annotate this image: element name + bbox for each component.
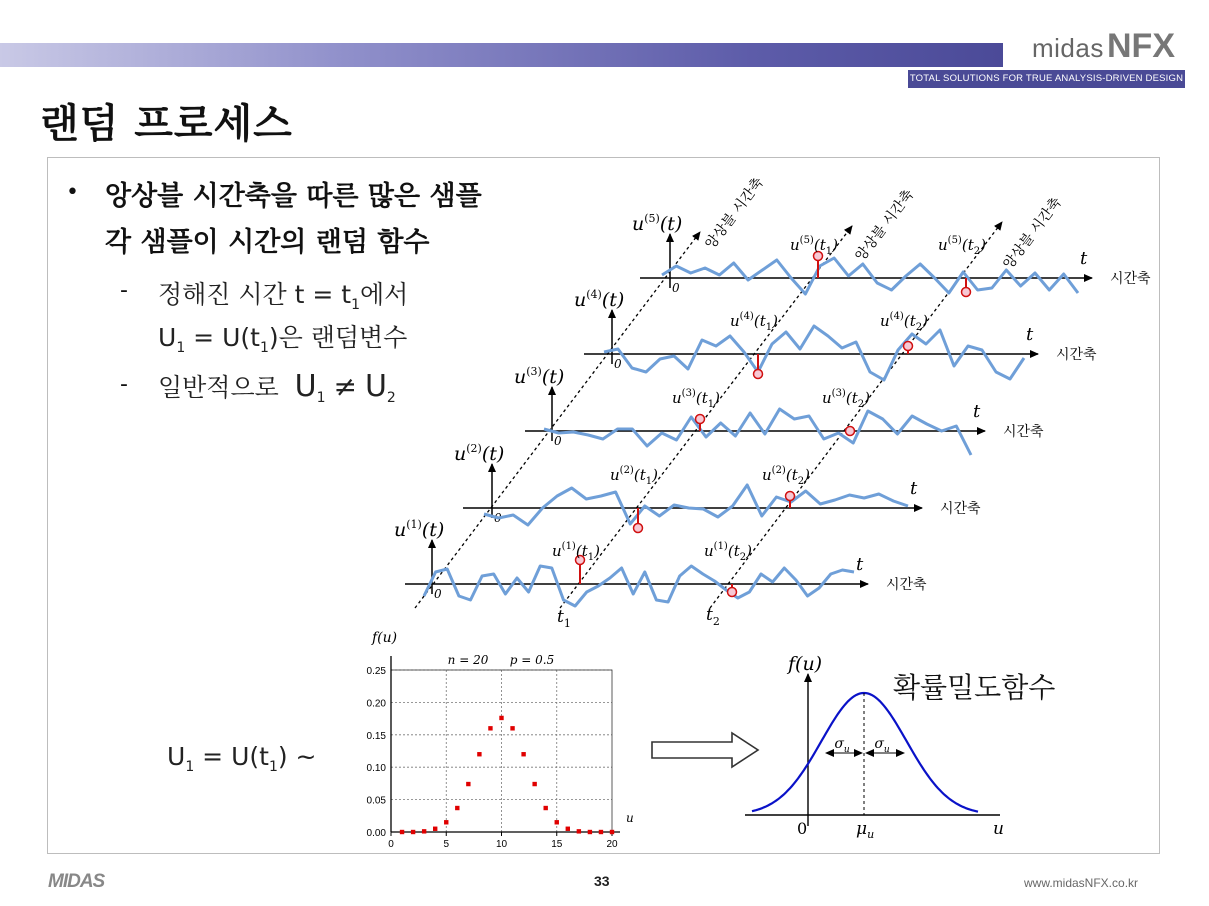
hollow-arrow-icon bbox=[652, 733, 758, 767]
bullet-line-2: 각 샘플이 시간의 랜덤 함수 bbox=[105, 227, 430, 258]
chart-x-tick-label: 20 bbox=[606, 839, 618, 850]
dash-2: - bbox=[120, 372, 128, 397]
sample-t2-marker-1 bbox=[728, 588, 737, 597]
time-axis-label-2: 시간축 bbox=[940, 501, 981, 517]
bullet-line-1: 앙상블 시간축을 따른 많은 샘플 bbox=[105, 181, 482, 212]
chart-point bbox=[610, 830, 614, 834]
u-function-label-2: $u^{(2)}(t)$ bbox=[454, 442, 505, 465]
chart-x-label: u bbox=[626, 811, 634, 825]
chart-point bbox=[433, 827, 437, 831]
chart-point bbox=[555, 820, 559, 824]
pdf-x-label: u bbox=[993, 819, 1004, 839]
eq-b-sub: 1 bbox=[268, 759, 278, 775]
ensemble-diagram bbox=[394, 174, 1151, 630]
sample-t2-label-2: $u^{(2)}(t_2)$ bbox=[762, 465, 810, 487]
sample-t1-label-3: $u^{(3)}(t_1)$ bbox=[672, 388, 720, 410]
sub3-u1: U bbox=[294, 369, 317, 404]
chart-annotation-n: n = 20 bbox=[447, 653, 489, 667]
footer-logo: MIDAS bbox=[48, 871, 105, 892]
chart-annotation-p: p = 0.5 bbox=[509, 653, 555, 667]
sample-waveform-2 bbox=[484, 485, 908, 525]
bullet-dot: • bbox=[66, 180, 79, 205]
sub3-u1-sub: 1 bbox=[316, 390, 326, 406]
chart-y-tick-label: 0.10 bbox=[366, 763, 386, 775]
sample-t2-label-3: $u^{(3)}(t_2)$ bbox=[822, 388, 870, 410]
zero-label-4: 0 bbox=[614, 357, 622, 371]
zero-label-2: 0 bbox=[494, 511, 502, 525]
sub3-not-equal: ≠ bbox=[333, 370, 357, 403]
t-label-1: t bbox=[856, 554, 864, 575]
sub1-suffix: 에서 bbox=[360, 280, 409, 309]
eq-a-sub: 1 bbox=[185, 759, 195, 775]
chart-y-tick-label: 0.20 bbox=[366, 698, 386, 710]
sub2-a: U bbox=[158, 323, 177, 352]
chart-point bbox=[488, 726, 492, 730]
chart-x-tick-label: 10 bbox=[495, 839, 508, 850]
u-function-label-3: $u^{(3)}(t)$ bbox=[514, 365, 565, 388]
page-number: 33 bbox=[594, 873, 610, 889]
sample-t2-marker-4 bbox=[904, 342, 913, 351]
t2-axis-label: $t_2$ bbox=[706, 605, 720, 628]
sample-waveform-1 bbox=[424, 566, 854, 606]
sample-t2-label-1: $u^{(1)}(t_2)$ bbox=[704, 541, 752, 563]
sample-t2-marker-5 bbox=[962, 288, 971, 297]
sample-row-4 bbox=[574, 288, 1097, 380]
pdf-curve bbox=[752, 693, 978, 812]
sub2-c: )은 랜덤변수 bbox=[268, 323, 408, 352]
ensemble-axis-label-2: 앙상블 시간축 bbox=[852, 186, 918, 265]
sub3-u2: U bbox=[364, 369, 387, 404]
footer-url: www.midasNFX.co.kr bbox=[1024, 876, 1139, 890]
sub1-prefix: 정해진 시간 t = t bbox=[158, 280, 352, 309]
sub2-b-sub: 1 bbox=[259, 340, 269, 356]
time-axis-label-3: 시간축 bbox=[1003, 424, 1044, 440]
sample-t1-marker-3 bbox=[696, 415, 705, 424]
sample-t1-marker-4 bbox=[754, 370, 763, 379]
chart-point bbox=[599, 830, 603, 834]
t-label-4: t bbox=[1026, 324, 1034, 345]
brand-nfx: NFX bbox=[1107, 27, 1175, 65]
pdf-zero-label: 0 bbox=[797, 819, 808, 838]
chart-point bbox=[422, 829, 426, 833]
chart-point bbox=[411, 830, 415, 834]
chart-y-tick-label: 0.00 bbox=[366, 828, 386, 839]
tagline: TOTAL SOLUTIONS FOR TRUE ANALYSIS-DRIVEN DESIGN bbox=[909, 73, 1184, 84]
chart-point bbox=[466, 782, 470, 786]
chart-point bbox=[400, 830, 404, 834]
page-title: 랜덤 프로세스 bbox=[40, 101, 293, 147]
zero-label-5: 0 bbox=[672, 281, 680, 295]
pdf-mu-label: $\mu_u$ bbox=[856, 819, 875, 841]
sample-row-3 bbox=[514, 365, 1044, 455]
time-axis-label-5: 시간축 bbox=[1110, 271, 1151, 287]
chart-point bbox=[510, 726, 514, 730]
chart-point bbox=[544, 806, 548, 810]
sample-row-2 bbox=[454, 442, 981, 533]
eq-a: U bbox=[167, 742, 186, 771]
pdf-sigma-label-right: $\sigma_u$ bbox=[874, 736, 890, 755]
pdf-sigma-label-left: $\sigma_u$ bbox=[834, 736, 850, 755]
sample-t1-label-5: $u^{(5)}(t_1)$ bbox=[790, 235, 838, 257]
chart-y-tick-label: 0.15 bbox=[366, 730, 386, 742]
chart-point bbox=[499, 716, 503, 720]
chart-point bbox=[566, 827, 570, 831]
t-label-2: t bbox=[910, 478, 918, 499]
pdf-y-label: f(u) bbox=[788, 653, 823, 675]
zero-label-1: 0 bbox=[434, 587, 442, 601]
u-function-label-4: $u^{(4)}(t)$ bbox=[574, 288, 625, 311]
sample-t2-label-5: $u^{(5)}(t_2)$ bbox=[938, 235, 986, 257]
sub2-a-sub: 1 bbox=[176, 340, 186, 356]
binomial-chart bbox=[367, 630, 634, 850]
brand-midas: midas bbox=[1032, 33, 1104, 63]
ensemble-axis-label-3: 앙상블 시간축 bbox=[1000, 194, 1065, 273]
chart-point bbox=[477, 752, 481, 756]
time-axis-label-1: 시간축 bbox=[886, 577, 927, 593]
chart-point bbox=[444, 820, 448, 824]
chart-point bbox=[532, 782, 536, 786]
sub2-b: = U(t bbox=[185, 323, 260, 352]
sub3-u2-sub: 2 bbox=[386, 390, 396, 406]
t-label-5: t bbox=[1080, 248, 1088, 269]
pdf-title: 확률밀도함수 bbox=[893, 671, 1056, 704]
eq-b: = U(t bbox=[194, 742, 269, 771]
pdf-curve-diagram bbox=[745, 653, 1004, 841]
sample-t2-marker-3 bbox=[846, 427, 855, 436]
t-label-3: t bbox=[973, 401, 981, 422]
u-function-label-5: $u^{(5)}(t)$ bbox=[632, 212, 683, 235]
sample-t1-label-2: $u^{(2)}(t_1)$ bbox=[610, 465, 658, 487]
ensemble-axis-label-1: 앙상블 시간축 bbox=[702, 174, 767, 253]
chart-y-label: f(u) bbox=[372, 630, 398, 646]
chart-point bbox=[455, 806, 459, 810]
chart-x-tick-label: 0 bbox=[388, 839, 394, 850]
t1-axis-label: $t_1$ bbox=[557, 607, 571, 630]
sample-t1-marker-2 bbox=[634, 524, 643, 533]
sub1-subscript: 1 bbox=[351, 297, 361, 313]
sample-t1-label-1: $u^{(1)}(t_1)$ bbox=[552, 541, 600, 563]
chart-point bbox=[521, 752, 525, 756]
zero-label-3: 0 bbox=[554, 434, 562, 448]
big-arrow bbox=[652, 733, 758, 767]
sub3-prefix: 일반적으로 bbox=[158, 373, 279, 402]
chart-x-tick-label: 5 bbox=[443, 839, 450, 850]
chart-y-tick-label: 0.05 bbox=[366, 795, 386, 807]
eq-c: ) ~ bbox=[277, 742, 317, 771]
sample-waveform-4 bbox=[604, 326, 1024, 380]
sample-t2-marker-2 bbox=[786, 492, 795, 501]
chart-point bbox=[577, 829, 581, 833]
sample-waveform-3 bbox=[544, 409, 971, 455]
chart-x-tick-label: 15 bbox=[551, 839, 563, 850]
dash-1: - bbox=[120, 278, 128, 303]
time-axis-label-4: 시간축 bbox=[1056, 347, 1097, 363]
sample-t2-label-4: $u^{(4)}(t_2)$ bbox=[880, 311, 928, 333]
chart-y-tick-label: 0.25 bbox=[366, 666, 386, 677]
u-function-label-1: $u^{(1)}(t)$ bbox=[394, 518, 445, 541]
sample-t1-label-4: $u^{(4)}(t_1)$ bbox=[730, 311, 778, 333]
chart-point bbox=[588, 830, 592, 834]
